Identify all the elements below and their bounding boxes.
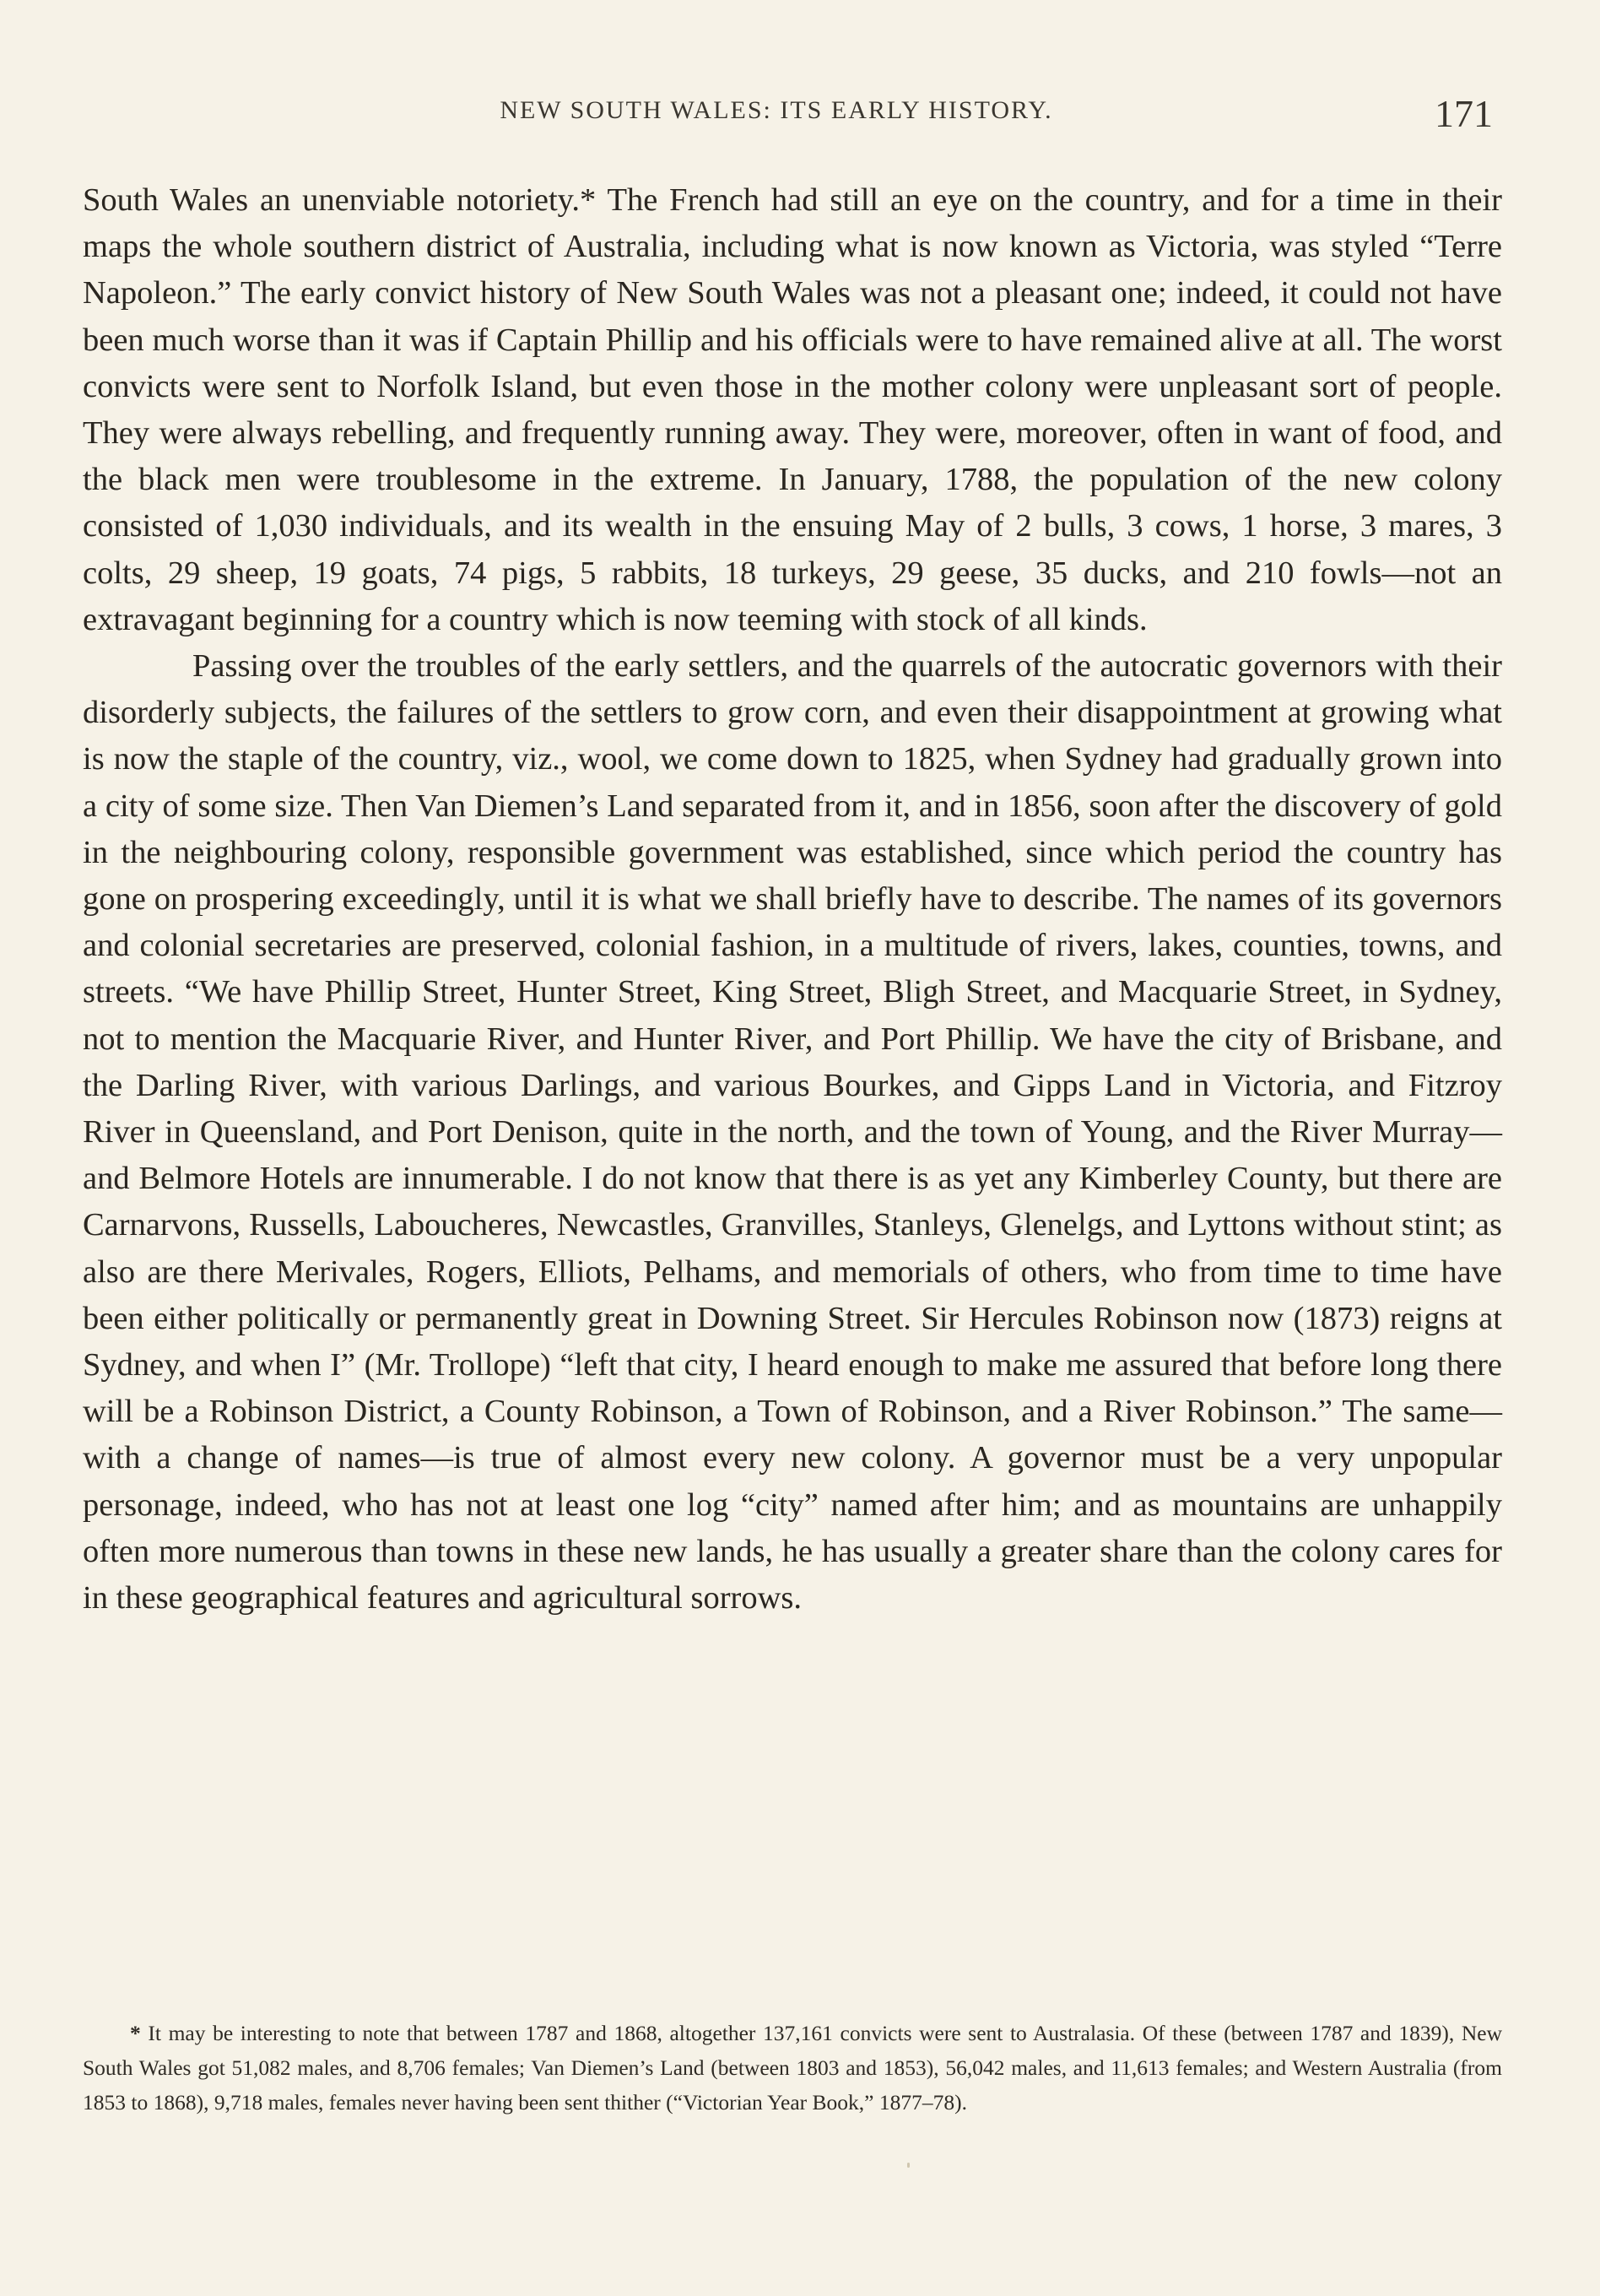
footnote-text: It may be interesting to note that between 1787 and 1868, altogether 137,161 convicts were sent to Australasia. Of these (between 1787 and 1839), New South Wales got 51,082 males, and 8,706 females; Van Diemen’s Land (between 1803 and 1853), 56,042 males, and 11,613 females; and Western Australia (from 1853 to 1868), 9,718 males, females never having been sent thither (“Victorian Year Book,” 1877–78). — [83, 2021, 1502, 2115]
running-title: NEW SOUTH WALES: ITS EARLY HISTORY. — [500, 96, 1053, 124]
footnote — [83, 2016, 1502, 2120]
body-text — [83, 177, 1502, 1622]
page-number: 171 — [1435, 92, 1493, 135]
paragraph-continued: South Wales an unenviable notoriety.* The French had still an eye on the country, and for a time in their maps the whole southern district of Australia, including what is now known as Victoria, was styled “Terre Napoleon.” The early convict history of New South Wales was not a pleasant one; indeed, it could not have been much worse than it was if Captain Phillip and his officials were to have remained alive at all. The worst convicts were sent to Norfolk Island, but even those in the mother colony were unpleasant sort of people. They were always rebelling, and frequently running away. They were, moreover, often in want of food, and the black men were troublesome in the extreme. In January, 1788, the population of the new colony consisted of 1,030 individuals, and its wealth in the ensuing May of 2 bulls, 3 cows, 1 horse, 3 mares, 3 colts, 29 sheep, 19 goats, 74 pigs, 5 rabbits, 18 turkeys, 29 geese, 35 ducks, and 210 fowls—not an extravagant beginning for a country which is now teeming with stock of all kinds. — [83, 182, 1502, 637]
footnote-marker: * — [130, 2021, 141, 2045]
paragraph: Passing over the troubles of the early settlers, and the quarrels of the autocratic governors with their disorderly subjects, the failures of the settlers to grow corn, and even their disappointment at growing what is now the staple of the country, viz., wool, we come down to 1825, when Sydney had gradually grown into a city of some size. Then Van Diemen’s Land separated from it, and in 1856, soon after the discovery of gold in the neighbouring colony, responsible government was established, since which period the country has gone on prospering exceedingly, until it is what we shall briefly have to describe. The names of its governors and colonial secretaries are preserved, colonial fashion, in a multitude of rivers, lakes, counties, towns, and streets. “We have Phillip Street, Hunter Street, King Street, Bligh Street, and Macquarie Street, in Sydney, not to mention the Macquarie River, and Hunter River, and Port Phillip. We have the city of Brisbane, and the Darling River, with various Darlings, and various Bourkes, and Gipps Land in Victoria, and Fitzroy River in Queensland, and Port Denison, quite in the north, and the town of Young, and the River Murray—and Belmore Hotels are innumerable. I do not know that there is as yet any Kimberley County, but there are Carnarvons, Russells, Laboucheres, Newcastles, Granvilles, Stanleys, Glenelgs, and Lyttons without stint; as also are there Merivales, Rogers, Elliots, Pelhams, and memorials of others, who from time to time have been either politically or permanently great in Downing Street. Sir Hercules Robinson now (1873) reigns at Sydney, and when I” (Mr. Trollope) “left that city, I heard enough to make me assured that before long there will be a Robinson District, a County Robinson, a Town of Robinson, and a River Robinson.” The same—with a change of names—is true of almost every new colony. A governor must be a very unpopular personage, indeed, who has not at least one log “city” named after him; and as mountains are unhappily often more numerous than towns in these new lands, he has usually a greater share than the colony cares for in these geographical features and agricultural sorrows. — [83, 648, 1502, 1616]
running-head — [0, 91, 1600, 142]
paper-speck — [907, 2163, 910, 2168]
